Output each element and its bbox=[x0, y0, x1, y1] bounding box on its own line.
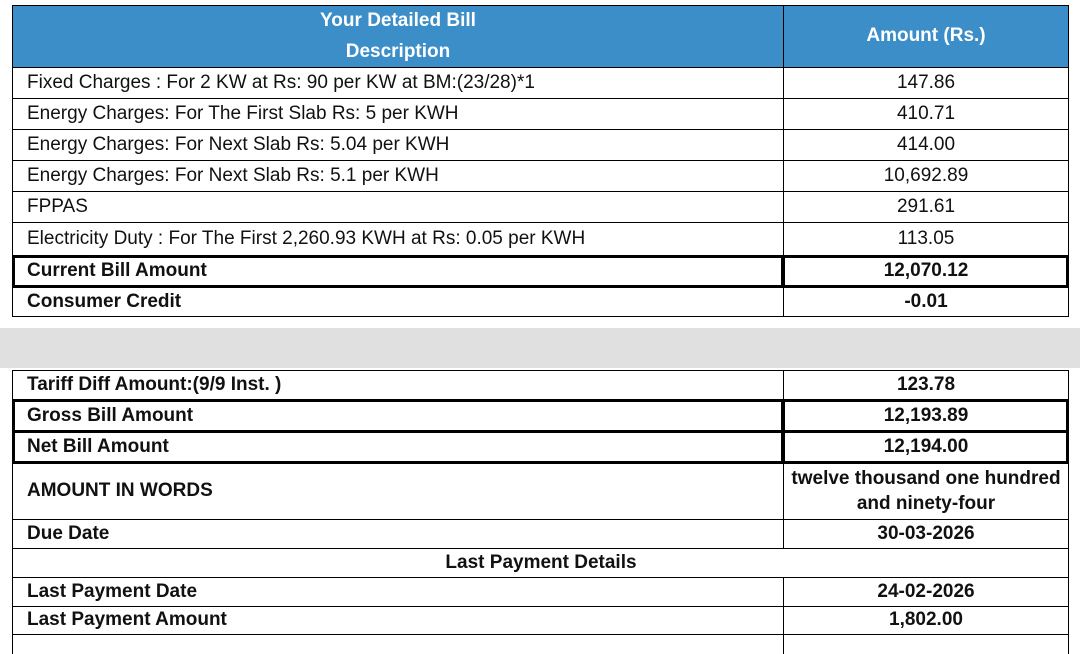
charge-amount-energy-next-1: 414.00 bbox=[896, 133, 956, 155]
header-description: Description bbox=[13, 36, 783, 67]
charge-label-energy-first: Energy Charges: For The First Slab Rs: 5 per KWH bbox=[27, 102, 459, 124]
due-date-value: 30-03-2026 bbox=[877, 522, 975, 544]
tariff-diff-amount: 123.78 bbox=[896, 374, 956, 395]
consumer-credit-label: Consumer Credit bbox=[27, 290, 182, 312]
charge-label-electricity-duty: Electricity Duty : For The First 2,260.93 KWH at Rs: 0.05 per KWH bbox=[27, 227, 586, 249]
charge-label-energy-next-1: Energy Charges: For Next Slab Rs: 5.04 per KWH bbox=[27, 133, 450, 155]
gross-bill-amount: 12,193.89 bbox=[883, 404, 969, 426]
consumer-credit-amount: -0.01 bbox=[904, 290, 948, 312]
net-bill-amount: 12,194.00 bbox=[883, 435, 969, 457]
due-date-label: Due Date bbox=[27, 522, 110, 544]
separator-band bbox=[0, 328, 1080, 368]
charge-amount-energy-first: 410.71 bbox=[896, 102, 956, 124]
charge-label-energy-next-2: Energy Charges: For Next Slab Rs: 5.1 per KWH bbox=[27, 164, 439, 186]
current-bill-amount: 12,070.12 bbox=[883, 259, 969, 281]
gross-bill-label: Gross Bill Amount bbox=[27, 404, 194, 426]
charge-label-fppas: FPPAS bbox=[27, 195, 88, 217]
last-payment-date-label: Last Payment Date bbox=[27, 580, 198, 602]
net-bill-label: Net Bill Amount bbox=[27, 435, 169, 457]
last-payment-section-title: Last Payment Details bbox=[445, 551, 637, 573]
amount-in-words-value bbox=[783, 463, 1069, 519]
tariff-diff-label: Tariff Diff Amount:(9/9 Inst. ) bbox=[27, 374, 282, 395]
amount-in-words-line1: twelve thousand one hundred bbox=[791, 468, 1061, 489]
last-payment-amount-label: Last Payment Amount bbox=[27, 609, 227, 630]
header-amount: Amount (Rs.) bbox=[783, 5, 1069, 67]
amount-in-words-line2: and ninety-four bbox=[856, 493, 996, 514]
charge-amount-energy-next-2: 10,692.89 bbox=[883, 164, 969, 186]
header-title: Your Detailed Bill bbox=[13, 5, 783, 36]
charge-amount-fixed: 147.86 bbox=[896, 71, 956, 93]
last-payment-amount-value: 1,802.00 bbox=[889, 609, 963, 630]
amount-in-words-label: AMOUNT IN WORDS bbox=[27, 480, 213, 501]
charge-label-fixed: Fixed Charges : For 2 KW at Rs: 90 per KW at BM:(23/28)*1 bbox=[27, 71, 535, 93]
charge-amount-electricity-duty: 113.05 bbox=[897, 227, 955, 249]
current-bill-label: Current Bill Amount bbox=[27, 259, 207, 281]
last-payment-date-value: 24-02-2026 bbox=[877, 580, 975, 602]
charge-amount-fppas: 291.61 bbox=[896, 195, 956, 217]
